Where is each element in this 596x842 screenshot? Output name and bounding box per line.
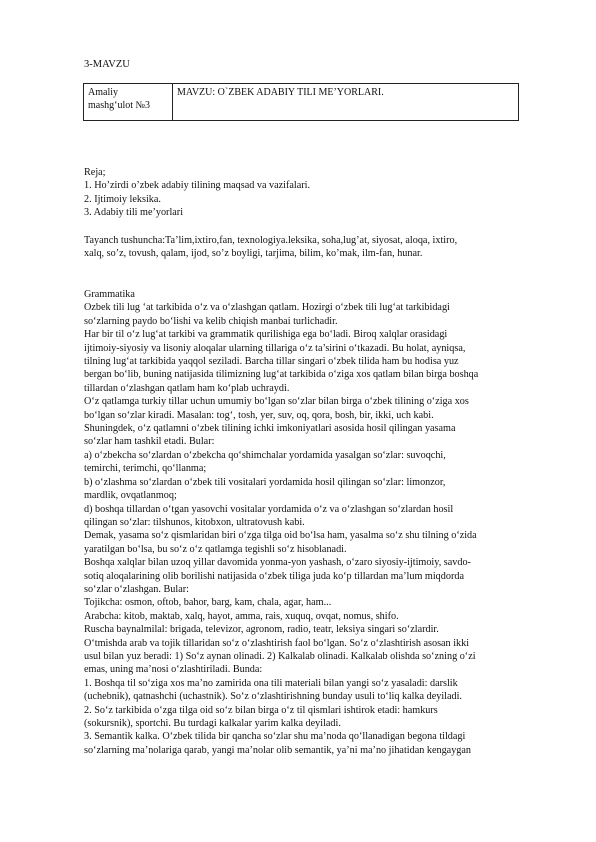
- paragraph-line: ijtimoiy-siyosiy va lisoniy aloqalar ularning tillariga o‘z ta’sirini o‘tkazadi. Bu holat, ayniqsa,: [84, 342, 466, 354]
- paragraph-line: emas, uning ma’nosi o‘zlashtiriladi. Bunda:: [84, 664, 263, 676]
- lesson-type-cell: [84, 84, 173, 121]
- plan-item: 3. Adabiy tili me’yorlari: [84, 207, 184, 219]
- paragraph-line: yaratilgan bo‘lsa, bu so‘z o‘z qatlamga tegishli so‘z hisoblanadi.: [84, 543, 347, 555]
- paragraph-line: mardlik, ovqatlanmoq;: [84, 490, 177, 502]
- paragraph-line: so‘zlar o‘zlashgan. Bular:: [84, 583, 189, 595]
- paragraph-line: tilning lug‘at tarkibida yaqqol seziladi. Barcha tillar singari o‘zbek tilida ham bu hodisa yuz: [84, 356, 459, 368]
- paragraph-line: Ruscha baynalmilal: brigada, televizor, agronom, radio, teatr, leksiya singari so‘zlardir.: [84, 624, 439, 636]
- paragraph-line: bo‘lgan so‘zlar kiradi. Masalan: tog‘, tosh, yer, suv, oq, qora, bosh, bir, ikki, uch kabi.: [84, 409, 434, 421]
- paragraph-line: so‘zlar ham tashkil etadi. Bular:: [84, 436, 215, 448]
- paragraph-line: (uchebnik), qatnashchi (uchastnik). So‘z o‘zlashtirishning bunday usuli to‘liq kalka deyiladi.: [84, 691, 462, 703]
- paragraph-line: so‘zlarning paydo bo‘lishi va kelib chiqish manbai turlichadir.: [84, 315, 338, 327]
- lesson-type-line: Amaliy: [88, 87, 118, 98]
- paragraph-line: Har bir til o‘z lug‘at tarkibi va grammatik qurilishiga ega bo‘ladi. Biroq xalqlar orasidagi: [84, 329, 448, 341]
- paragraph-line: b) o‘zlashma so‘zlardan o‘zbek tili vositalari yordamida hosil qilingan so‘zlar: limonzor,: [84, 476, 446, 488]
- paragraph-line: 2. So‘z tarkibida o‘zga tilga oid so‘z bilan birga o‘z til qismlari ishtirok etadi: hamkurs: [84, 704, 438, 716]
- keywords-line: xalq, so’z, tovush, qalam, ijod, so’z boyligi, tarjima, bilim, ko’mak, ilm-fan, hunar.: [84, 248, 423, 260]
- paragraph-line: Arabcha: kitob, maktab, xalq, hayot, amma, rais, xuquq, ovqat, nomus, shifo.: [84, 610, 399, 622]
- paragraph-line: bergan bo‘lib, buning natijasida tilimizning lug‘at tarkibida o‘ziga xos qatlam bilan birga boshqa: [84, 369, 479, 381]
- paragraph-line: Ozbek tili lug ‘at tarkibida o‘z va o‘zlashgan qatlam. Hozirgi o‘zbek tili lug‘at tarkibidagi: [84, 302, 450, 314]
- paragraph-line: a) o‘zbekcha so‘zlardan o‘zbekcha qo‘shimchalar yordamida yasalgan so‘zlar: suvoqchi,: [84, 449, 446, 461]
- paragraph-line: sotiq aloqalarining olib borilishi natijasida o‘zbek tiliga juda ko‘p tillardan ma’lum miqdorda: [84, 570, 464, 582]
- paragraph-line: Shuningdek, o‘z qatlamni o‘zbek tilining ichki imkoniyatlari asosida hosil qilingan yasama: [84, 423, 456, 435]
- keywords-line: Tayanch tushuncha:Ta’lim,ixtiro,fan, texnologiya.leksika, soha,lug’at, siyosat, aloqa, ixtiro,: [84, 235, 458, 246]
- paragraph-line: d) boshqa tillardan o‘tgan yasovchi vositalar yordamida o‘z va o‘zlashgan so‘zlardan hosil: [84, 503, 454, 515]
- paragraph-line: Tojikcha: osmon, oftob, bahor, barg, kam, chala, agar, ham...: [84, 597, 332, 609]
- keywords-section: [84, 234, 520, 261]
- paragraph-line: tillardan o‘zlashgan qatlam ham ko‘plab uchraydi.: [84, 382, 290, 394]
- paragraph-line: qilingan so‘zlar: tilshunos, kitobxon, ultratovush kabi.: [84, 516, 305, 528]
- paragraph-line: usul bilan yuz beradi: 1) So‘z aynan olinadi. 2) Kalkalab olinadi. Kalkalab olishda so‘zning o‘zi: [84, 650, 476, 662]
- paragraph-line: (sokursnik), sportchi. Bu turdagi kalkalar yarim kalka deyiladi.: [84, 718, 341, 729]
- plan-section: [84, 166, 520, 220]
- lesson-header-table: [83, 83, 519, 121]
- paragraph-line: O‘z qatlamga turkiy tillar uchun umumiy bo‘lgan so‘zlar bilan birga o‘zbek tilining o‘ziga xos: [84, 396, 469, 408]
- paragraph-line: Demak, yasama so‘z qismlaridan biri o‘zga tilga oid bo‘lsa ham, yasalma so‘z shu tilning o‘zida: [84, 530, 477, 542]
- topic-title-cell: MAVZU: O`ZBEK ADABIY TILI ME’YORLARI.: [173, 84, 519, 121]
- body-text: [84, 288, 520, 757]
- paragraph-line: temirchi, terimchi, qo‘llanma;: [84, 463, 207, 475]
- section-title: Grammatika: [84, 289, 135, 300]
- paragraph-line: so‘zlarning ma’nolariga qarab, yangi ma’nolar olib semantik, ya’ni ma’no jihatidan kengaygan: [84, 744, 471, 756]
- plan-item: 1. Ho’zirdi o’zbek adabiy tilining maqsad va vazifalari.: [84, 180, 311, 192]
- paragraph-line: 3. Semantik kalka. O‘zbek tilida bir qancha so‘zlar shu ma’noda qo‘llanadigan begona tildagi: [84, 731, 466, 743]
- topic-heading: 3-MAVZU: [84, 59, 130, 70]
- paragraph-line: 1. Boshqa til so‘ziga xos ma’no zamirida ona tili materiali bilan yangi so‘z yasaladi: darslik: [84, 677, 458, 689]
- plan-title: Reja;: [84, 167, 106, 178]
- lesson-number-line: mashg‘ulot №3: [88, 100, 151, 111]
- paragraph-line: Boshqa xalqlar bilan uzoq yillar davomida yonma-yon yashash, o‘zaro siyosiy-ijtimoiy, savdo-: [84, 557, 471, 569]
- paragraph-line: O‘tmishda arab va tojik tillaridan so‘z o‘zlashtirish faol bo‘lgan. So‘z o‘zlashtirish asosan ikki: [84, 637, 470, 649]
- plan-item: 2. Ijtimoiy leksika.: [84, 193, 161, 205]
